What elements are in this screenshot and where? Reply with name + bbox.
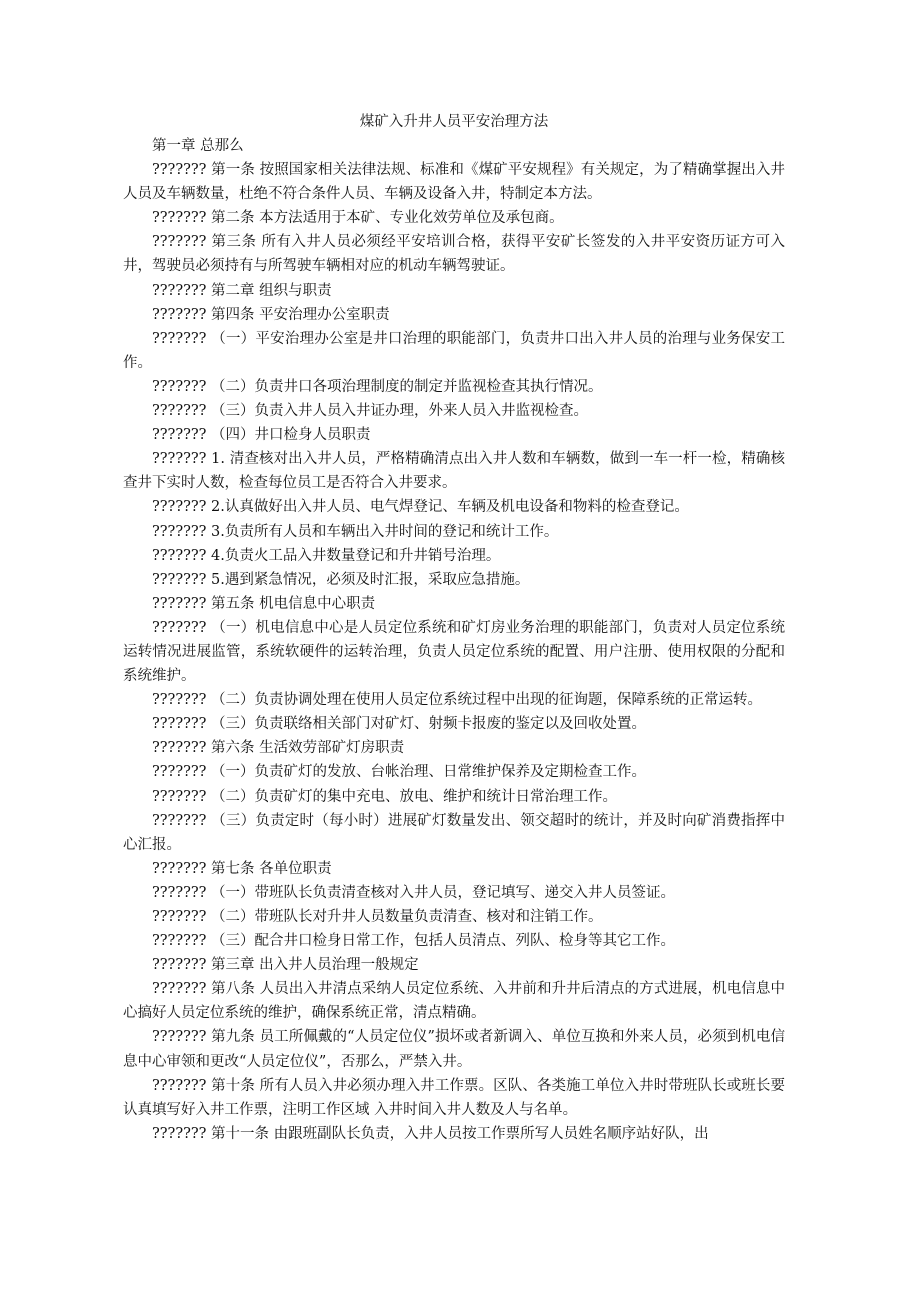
- paragraph: ??????? 1. 清查核对出入井人员，严格精确清点出入井人数和车辆数，做到一车一杆一检，精确核查井下实时人数，检查每位员工是否符合入井要求。: [123, 451, 785, 492]
- paragraph: ??????? 第八条 人员出入井清点采纳人员定位系统、入井前和升井后清点的方式进展，机电信息中心搞好人员定位系统的维护，确保系统正常，清点精确。: [123, 981, 785, 1022]
- paragraph: ??????? 第十条 所有人员入井必须办理入井工作票。区队、各类施工单位入井时带班队长或班长要认真填写好入井工作票，注明工作区域 入井时间入井人数及人与名单。: [123, 1077, 785, 1118]
- paragraph: ??????? 第三章 出入井人员治理一般规定: [152, 957, 419, 974]
- paragraph: 第一章 总那么: [152, 138, 244, 154]
- paragraph: ??????? （四）井口检身人员职责: [152, 427, 371, 444]
- paragraph: ??????? （一）平安治理办公室是井口治理的职能部门，负责井口出入井人员的治理与业务保安工作。: [123, 330, 785, 371]
- paragraph: ??????? 第九条 员工所佩戴的“人员定位仪”损坏或者新调入、单位互换和外来人员，必须到机电信息中心审领和更改“人员定位仪”，否那么，严禁入井。: [123, 1029, 785, 1070]
- paragraph: ??????? （二）负责矿灯的集中充电、放电、维护和统计日常治理工作。: [152, 788, 618, 805]
- paragraph: ??????? 第七条 各单位职责: [152, 860, 332, 877]
- paragraph: ??????? 第二条 本方法适用于本矿、专业化效劳单位及承包商。: [152, 210, 564, 227]
- paragraph: ??????? 第三条 所有入井人员必须经平安培训合格，获得平安矿长签发的入井平安资历证方可入井，驾驶员必须持有与所驾驶车辆相对应的机动车辆驾驶证。: [123, 234, 785, 275]
- paragraph: ??????? （一）机电信息中心是人员定位系统和矿灯房业务治理的职能部门，负责对人员定位系统运转情况进展监管，系统软硬件的运转治理，负责人员定位系统的配置、用户注册、使用权限的分配和系统维护。: [123, 619, 785, 685]
- paragraph: ??????? （二）带班队长对升井人员数量负责清查、核对和注销工作。: [152, 909, 603, 925]
- paragraph: ??????? 2.认真做好出入井人员、电气焊登记、车辆及机电设备和物料的检查登记。: [152, 499, 689, 516]
- paragraph: ??????? （三）负责入井人员入井证办理，外来人员入井监视检查。: [152, 403, 589, 420]
- paragraph: ??????? （一）带班队长负责清查核对入井人员，登记填写、递交入井人员签证。: [152, 884, 676, 901]
- paragraph: ??????? 第四条 平安治理办公室职责: [152, 306, 390, 323]
- paragraph: ??????? 3.负责所有人员和车辆出入井时间的登记和统计工作。: [152, 523, 559, 540]
- paragraph: ??????? 第一条 按照国家相关法律法规、标准和《煤矿平安规程》有关规定，为了精确掌握出入井人员及车辆数量，杜绝不符合条件人员、车辆及设备入井，特制定本方法。: [123, 162, 785, 203]
- paragraph: ??????? 4.负责火工品入井数量登记和升井销号治理。: [152, 547, 501, 564]
- paragraph-list: [123, 134, 785, 1146]
- document-title: 煤矿入升井人员平安治理方法: [359, 114, 549, 130]
- paragraph: ??????? 第六条 生活效劳部矿灯房职责: [152, 740, 405, 757]
- paragraph: ??????? （二）负责协调处理在使用人员定位系统过程中出现的征询题，保障系统的正常运转。: [152, 692, 763, 709]
- paragraph: ??????? 第二章 组织与职责: [152, 282, 332, 299]
- paragraph: ??????? （三）负责定时（每小时）进展矿灯数量发出、领交超时的统计，并及时向矿消费指挥中心汇报。: [123, 812, 785, 853]
- document-page: [123, 110, 785, 1146]
- paragraph: ??????? 第五条 机电信息中心职责: [152, 595, 376, 612]
- paragraph: ??????? （二）负责井口各项治理制度的制定并监视检查其执行情况。: [152, 378, 603, 395]
- paragraph: ??????? （三）配合井口检身日常工作，包括人员清点、列队、检身等其它工作。: [152, 933, 676, 950]
- paragraph: ??????? 第十一条 由跟班副队长负责，入井人员按工作票所写人员姓名顺序站好队，出: [152, 1125, 709, 1142]
- paragraph: ??????? （三）负责联络相关部门对矿灯、射频卡报废的鉴定以及回收处置。: [152, 716, 647, 733]
- paragraph: ??????? （一）负责矿灯的发放、台帐治理、日常维护保养及定期检查工作。: [152, 764, 647, 781]
- paragraph: ??????? 5.遇到紧急情况，必须及时汇报，采取应急措施。: [152, 571, 530, 588]
